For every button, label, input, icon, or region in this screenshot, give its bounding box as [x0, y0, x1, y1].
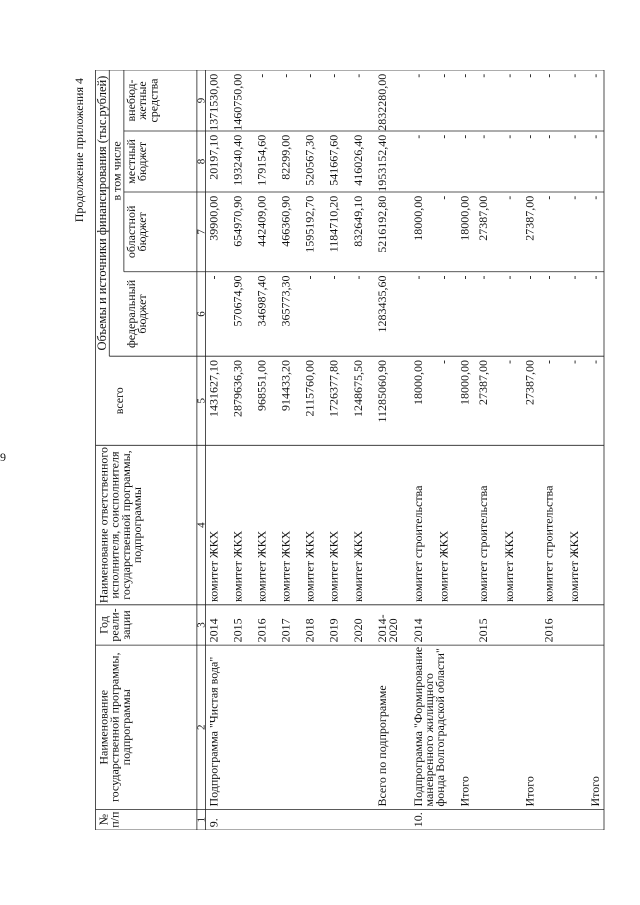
row-executor: комитет ЖКХ — [567, 530, 582, 602]
row-executor: комитет ЖКХ — [206, 530, 221, 602]
row-federal: 1283435,60 — [374, 275, 389, 333]
row-regional: 27387,00 — [476, 195, 491, 241]
row-executor: комитет ЖКХ — [501, 530, 516, 602]
row-executor: комитет строительства — [476, 485, 491, 602]
header-local: бюджет — [135, 141, 150, 182]
rotated-page — [44, 70, 604, 830]
row-extrabudget: - — [541, 73, 556, 78]
row-executor: комитет ЖКХ — [254, 530, 269, 602]
row-name: Итого — [457, 776, 472, 807]
header-name: подпрограммы — [118, 689, 133, 766]
row-name: Итого — [522, 776, 537, 807]
row-extrabudget: - — [476, 73, 491, 78]
row-total: 1726377,80 — [326, 359, 341, 417]
row-regional: 442409,00 — [254, 195, 269, 247]
row-total: - — [587, 359, 602, 364]
row-extrabudget: - — [254, 73, 269, 78]
row-local: - — [476, 134, 491, 139]
header-name: Наименование — [96, 689, 111, 765]
row-regional: - — [541, 195, 556, 200]
row-local: 541667,60 — [326, 134, 341, 186]
row-federal: 346987,40 — [254, 275, 269, 327]
row-year: 2020 — [350, 618, 365, 643]
row-federal: - — [410, 275, 425, 280]
row-executor: комитет строительства — [541, 485, 556, 602]
financing-sub-caption: в том числе — [109, 141, 124, 201]
row-name: Подпрограмма "Чистая вода" — [206, 656, 221, 807]
row-local: 82299,00 — [278, 134, 293, 180]
row-local: 1953152,40 — [374, 134, 389, 192]
row-name: Всего по подпрограмме — [374, 685, 389, 807]
row-extrabudget: - — [278, 73, 293, 78]
row-regional: 18000,00 — [410, 195, 425, 241]
row-regional: - — [567, 195, 582, 200]
row-extrabudget: 2832280,00 — [374, 73, 389, 131]
row-name: фонда Волгоградской области" — [433, 648, 448, 807]
column-number: 4 — [195, 522, 208, 528]
header-federal: федеральный — [124, 279, 139, 349]
row-total: 11285060,90 — [374, 359, 389, 423]
row-regional: 18000,00 — [457, 195, 472, 241]
row-federal: - — [350, 275, 365, 280]
row-local: - — [587, 134, 602, 139]
row-regional: 466360,90 — [278, 195, 293, 247]
row-year: 2016 — [254, 618, 269, 643]
row-regional: 654970,90 — [230, 195, 245, 247]
row-executor: комитет ЖКХ — [350, 530, 365, 602]
row-local: 520567,30 — [302, 134, 317, 186]
row-total: - — [567, 359, 582, 364]
row-federal: - — [567, 275, 582, 280]
row-extrabudget: - — [501, 73, 516, 78]
row-federal: - — [436, 275, 451, 280]
row-local: 20197,10 — [206, 134, 221, 180]
header-regional: бюджет — [135, 212, 150, 252]
column-number: 9 — [195, 97, 208, 104]
column-number: 7 — [195, 229, 208, 235]
row-total: - — [501, 359, 516, 364]
row-extrabudget: - — [522, 73, 537, 78]
row-extrabudget: - — [457, 73, 472, 78]
row-total: 2879636,30 — [230, 359, 245, 417]
row-executor: комитет ЖКХ — [326, 530, 341, 602]
header-extrabudget: средства — [146, 78, 161, 123]
row-executor: комитет ЖКХ — [436, 530, 451, 602]
row-regional: 5216192,80 — [374, 195, 389, 253]
row-regional: 1184710,20 — [326, 195, 341, 253]
row-year: 2015 — [476, 618, 491, 643]
row-executor: комитет строительства — [410, 485, 425, 602]
column-number: 1 — [195, 816, 208, 823]
row-total: 18000,00 — [410, 359, 425, 405]
row-extrabudget: - — [410, 73, 425, 78]
header-no: № — [96, 813, 111, 826]
column-number: 5 — [195, 397, 208, 404]
row-total: 1248675,50 — [350, 359, 365, 417]
header-executor: государственной программы, — [118, 450, 133, 600]
row-federal: - — [302, 275, 317, 280]
row-regional: - — [501, 195, 516, 200]
row-total: 27387,00 — [476, 359, 491, 405]
header-executor: исполнителя, соисполнителя — [107, 451, 122, 599]
financing-table — [44, 70, 606, 830]
row-federal: - — [206, 275, 221, 280]
row-extrabudget: - — [326, 73, 341, 78]
row-local: 179154,60 — [254, 134, 269, 186]
financing-caption-text: Объемы и источники финансирования (тыс.рублей) — [94, 75, 109, 351]
row-regional: - — [587, 195, 602, 200]
row-regional: - — [436, 195, 451, 200]
row-local: - — [567, 134, 582, 139]
row-regional: 1595192,70 — [302, 195, 317, 253]
row-total: 1431627,10 — [206, 359, 221, 417]
row-local: 416026,40 — [350, 134, 365, 186]
row-local: - — [541, 134, 556, 139]
header-year: реали- — [107, 608, 122, 642]
row-executor: комитет ЖКХ — [278, 530, 293, 602]
row-extrabudget: 1460750,00 — [230, 73, 245, 131]
row-number: 10. — [410, 812, 425, 828]
row-name: Итого — [587, 776, 602, 807]
row-federal: - — [522, 275, 537, 280]
row-extrabudget: - — [436, 73, 451, 78]
row-name: маневренного жилищного — [422, 673, 437, 807]
row-total: - — [436, 359, 451, 364]
row-year: 2014- — [374, 614, 389, 643]
row-extrabudget: - — [350, 73, 365, 78]
row-year: 2014 — [410, 618, 425, 643]
row-year: 2016 — [541, 618, 556, 643]
row-federal: 365773,30 — [278, 275, 293, 327]
row-local: - — [457, 134, 472, 139]
row-year: 2014 — [206, 618, 221, 643]
header-regional: областной — [124, 205, 139, 259]
row-local: - — [436, 134, 451, 139]
row-extrabudget: - — [567, 73, 582, 78]
row-executor: комитет ЖКХ — [230, 530, 245, 602]
row-federal: - — [587, 275, 602, 280]
row-regional: 27387,00 — [522, 195, 537, 241]
header-extrabudget: внебюд- — [124, 79, 139, 122]
header-year: зации — [118, 610, 133, 640]
row-total: 914433,20 — [278, 359, 293, 411]
header-total: всего — [112, 387, 127, 415]
row-federal: - — [476, 275, 491, 280]
row-total: - — [541, 359, 556, 364]
row-federal: - — [326, 275, 341, 280]
header-executor: подпрограммы — [130, 487, 145, 564]
header-extrabudget: жетные — [135, 81, 150, 120]
row-total: 27387,00 — [522, 359, 537, 405]
header-executor: Наименование ответственного — [96, 446, 111, 604]
row-year: 2017 — [278, 618, 293, 643]
row-extrabudget: - — [302, 73, 317, 78]
row-year: 2019 — [326, 618, 341, 643]
row-federal: - — [501, 275, 516, 280]
continuation-text: Продолжение приложения 4 — [72, 78, 86, 223]
row-local: - — [522, 134, 537, 139]
row-total: 18000,00 — [457, 359, 472, 405]
row-executor: комитет ЖКХ — [302, 530, 317, 602]
row-year: 2020 — [386, 618, 401, 643]
row-regional: 39900,00 — [206, 195, 221, 241]
header-name: государственной программы, — [107, 652, 122, 802]
row-year: 2015 — [230, 618, 245, 643]
row-federal: - — [457, 275, 472, 280]
row-federal: 570674,90 — [230, 275, 245, 327]
page-number-text: 9 — [0, 450, 6, 464]
column-number: 6 — [195, 311, 208, 317]
column-number: 8 — [195, 158, 208, 165]
row-federal: - — [541, 275, 556, 280]
row-local: - — [501, 134, 516, 139]
row-total: 2115760,00 — [302, 359, 317, 417]
row-name: Подпрограмма "Формирование — [410, 646, 425, 807]
row-local: 193240,40 — [230, 134, 245, 186]
column-number: 2 — [195, 724, 208, 731]
row-number: 9. — [206, 818, 221, 828]
header-federal: бюджет — [135, 294, 150, 334]
row-year: 2018 — [302, 618, 317, 643]
row-total: 968551,00 — [254, 359, 269, 411]
row-local: - — [410, 134, 425, 139]
row-extrabudget: - — [587, 73, 602, 78]
header-local: местный — [124, 139, 139, 184]
row-regional: 832649,10 — [350, 195, 365, 247]
row-extrabudget: 1371530,00 — [206, 73, 221, 131]
header-year: Год — [96, 616, 111, 634]
column-number: 3 — [195, 622, 208, 628]
header-no: п/п — [107, 811, 122, 828]
